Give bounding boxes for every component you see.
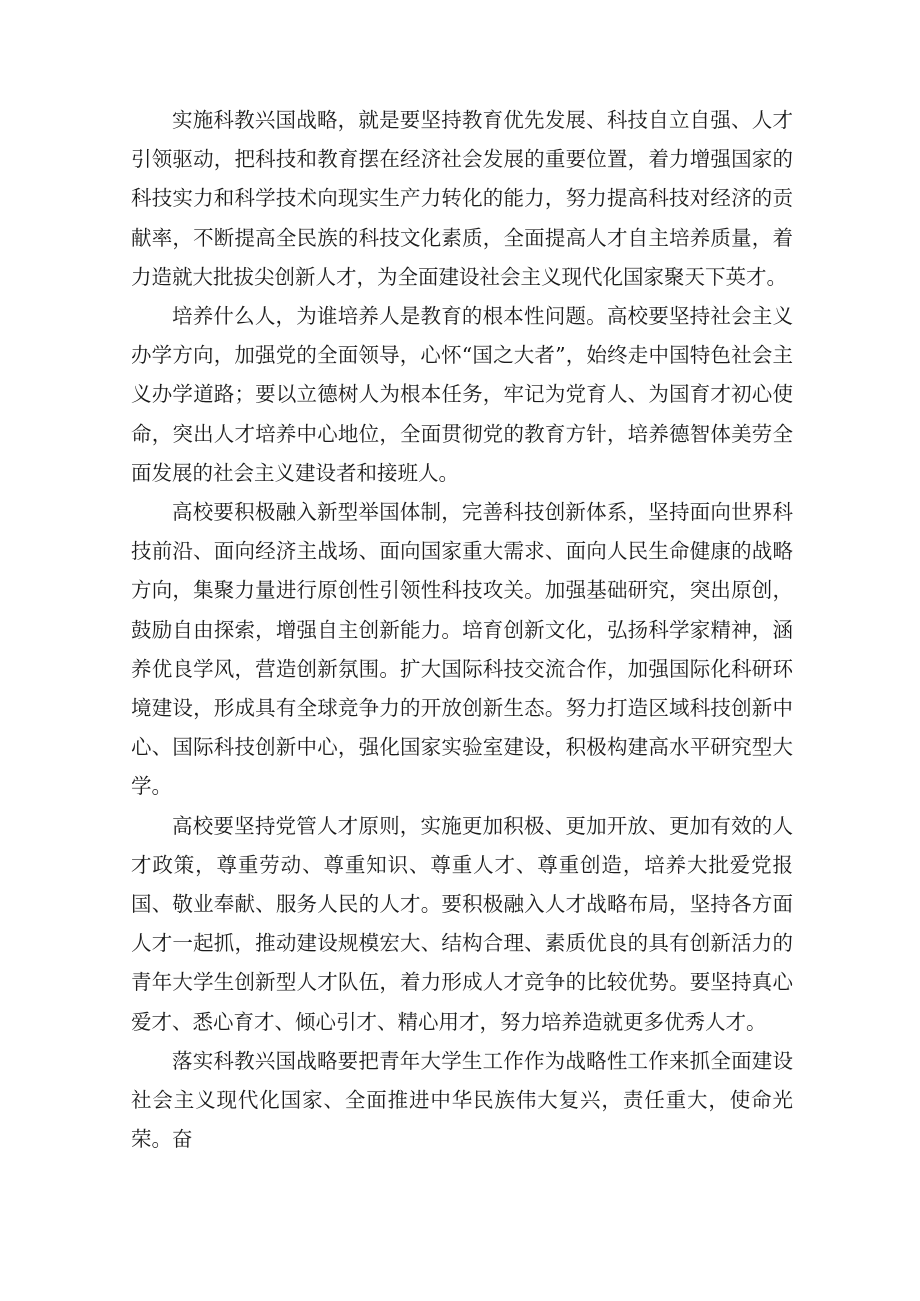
paragraph-5: 落实科教兴国战略要把青年大学生工作作为战略性工作来抓全面建设社会主义现代化国家、全面推进中华民族伟大复兴，责任重大，使命光荣。奋	[131, 1048, 793, 1152]
paragraph-2: 培养什么人，为谁培养人是教育的根本性问题。高校要坚持社会主义办学方向，加强党的全面领导，心怀“国之大者”，始终走中国特色社会主义办学道路；要以立德树人为根本任务，牢记为党育人、为国育才初心使命，突出人才培养中心地位，全面贯彻党的教育方针，培养德智体美劳全面发展的社会主义建设者和接班人。	[131, 304, 793, 485]
document-body	[131, 101, 793, 1159]
paragraph-4: 高校要坚持党管人才原则，实施更加积极、更加开放、更加有效的人才政策，尊重劳动、尊重知识、尊重人才、尊重创造，培养大批爱党报国、敬业奉献、服务人民的人才。要积极融入人才战略布局，坚持各方面人才一起抓，推动建设规模宏大、结构合理、素质优良的具有创新活力的青年大学生创新型人才队伍，着力形成人才竞争的比较优势。要坚持真心爱才、悉心育才、倾心引才、精心用才，努力培养造就更多优秀人才。	[131, 813, 793, 1034]
paragraph-3: 高校要积极融入新型举国体制，完善科技创新体系，坚持面向世界科技前沿、面向经济主战场、面向国家重大需求、面向人民生命健康的战略方向，集聚力量进行原创性引领性科技攻关。加强基础研究，突出原创，鼓励自由探索，增强自主创新能力。培育创新文化，弘扬科学家精神，涵养优良学风，营造创新氛围。扩大国际科技交流合作，加强国际化科研环境建设，形成具有全球竞争力的开放创新生态。努力打造区域科技创新中心、国际科技创新中心，强化国家实验室建设，积极构建高水平研究型大学。	[131, 500, 793, 799]
paragraph-1: 实施科教兴国战略，就是要坚持教育优先发展、科技自立自强、人才引领驱动，把科技和教育摆在经济社会发展的重要位置，着力增强国家的科技实力和科学技术向现实生产力转化的能力，努力提高科技对经济的贡献率，不断提高全民族的科技文化素质，全面提高人才自主培养质量，着力造就大批拔尖创新人才，为全面建设社会主义现代化国家聚天下英才。	[131, 108, 793, 289]
